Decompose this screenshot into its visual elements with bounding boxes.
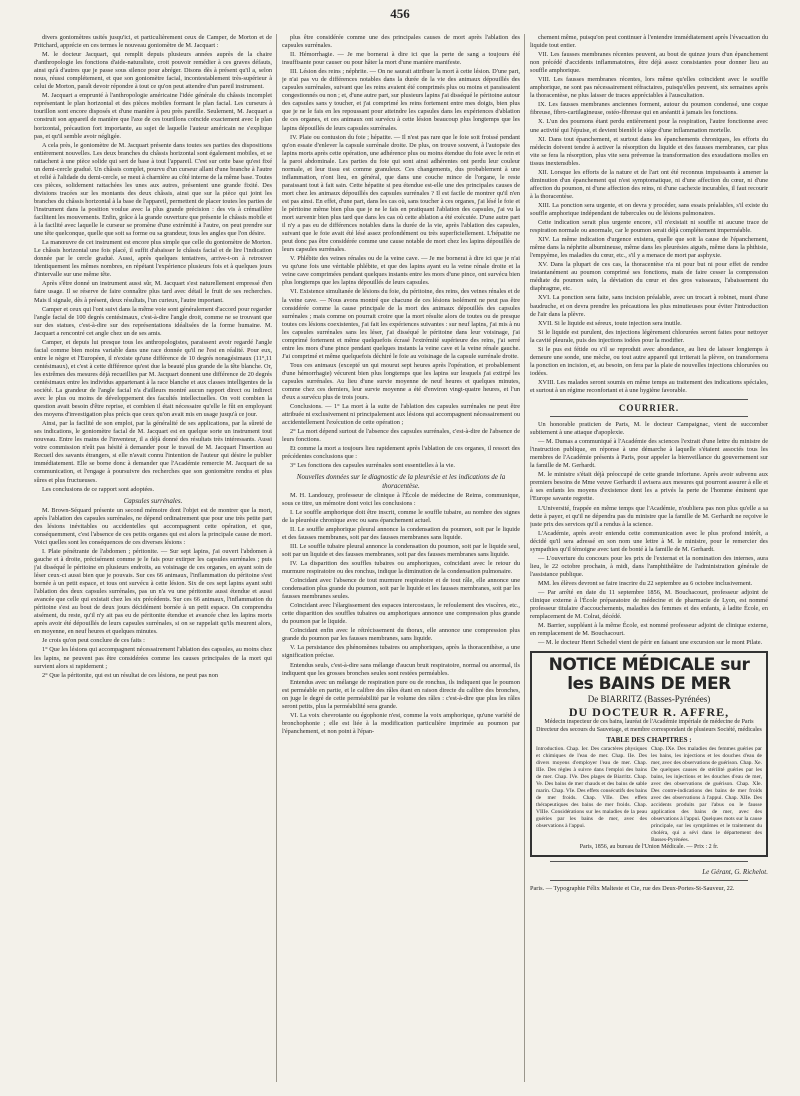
paragraph: XVI. La ponction sera faite, sans incision préalable, avec un trocart à robinet, muni d'une baudruche, et on devra prendre les précautions les plus minutieuses pour éviter l'introduction de l'air dans la plèvre. <box>530 294 768 318</box>
paragraph: Entendus seuls, c'est-à-dire sans mélange d'aucun bruit respiratoire, normal ou anormal, ils indiquent que les grosses bronches seules sont restées perméables. <box>282 661 520 677</box>
paragraph: — L'ouverture du concours pour les prix de l'externat et la nomination des internes, aura lieu, le 22 octobre prochain, à midi, dans l'amphithéâtre de l'administration générale de l'assistance publique. <box>530 554 768 578</box>
ad-price: Paris, 1856, au bureau de l'Union Médicale. — Prix : 2 fr. <box>579 844 719 851</box>
paragraph: M. Jacquart a emprunté à l'anthropologie américaine l'idée générale du châssis incomplet représentant le plan horizontal et des pièces mobiles formant le plan facial. Les curseurs à tourillon sont encore disposés et d'une manière à peu près pareille. Seulement, M. Jacquart a construit son appareil de manière que l'axe de ces tourillons coïncide exactement avec le plan horizontal, précaution fort importante, au sujet de laquelle l'auteur américain ne s'explique pas, et qu'il semble avoir négligée. <box>34 92 272 140</box>
divider <box>550 399 748 400</box>
paragraph: Cette indication serait plus urgente encore, s'il n'existait ni souffle ni aucune trace de respiration normale ou anormale, car le poumon serait déjà complétement imperméable. <box>530 219 768 235</box>
paragraph: Ainsi, par la facilité de son emploi, par la généralité de ses applications, par la sûreté de ses indications, le goniomètre facial de M. Jacquart est en quelque sorte un instrument tout nouveau. Entre les mains de l'inventeur, il a déjà donné des résultats très intéressants. Aussi votre commission n'eût pas hésité à demander pour le travail de M. Jacquart l'insertion au Recueil des savants étrangers, si elle n'avait connu l'intention de l'auteur qui désire le publier immédiatement. Elle se borne donc à demander que l'Académie remercie M. Jacquart de sa communication, et l'engage à poursuivre des recherches que son goniomètre rendra et plus sûres et plus fructueuses. <box>34 420 272 484</box>
paragraph: Et comme la mort a toujours lieu rapidement après l'ablation de ces organes, il ressort des précédentes conclusions que : <box>282 445 520 461</box>
paragraph: 1° Que les lésions qui accompagnent nécessairement l'ablation des capsules, au moins chez les lapins, ne peuvent pas être considérées comme les causes principales de la mort qui survient alors si rapidement ; <box>34 646 272 670</box>
paragraph: XV. Dans la plupart de ces cas, la thoracentèse n'a ni pour but ni pour effet de rendre instantanément au poumon comprimé ses fonctions, mais de faire cesser la compression médiate du poumon sain, la déviation du cœur et des gros vaisseaux, l'abaissement du diaphragme, etc. <box>530 261 768 293</box>
section-title: Capsules surrénales. <box>123 496 183 505</box>
paragraph: VIII. Les fausses membranes récentes, lors même qu'elles coïncident avec le souffle amphorique, ne sont pas nécessairement réfractaires, puisqu'elles peuvent, six semaines après la thoracentèse, ne plus laisser de traces appréciables à l'auscultation. <box>530 76 768 100</box>
paragraph: V. La persistance des phénomènes tubaires ou amphoriques, après la thoracenthèse, a une signification précise. <box>282 644 520 660</box>
paragraph: Les conclusions de ce rapport sont adoptées. <box>42 485 155 493</box>
divider <box>550 880 748 881</box>
paragraph: XVIII. Les malades seront soumis en même temps au traitement des indications spéciales, et surtout à un régime reconfortant et à une hygiène favorable. <box>530 378 768 394</box>
paragraph: M. Brown-Séquard présente un second mémoire dont l'objet est de montrer que la mort, après l'ablation des capsules surrénales, ne dépend ordinairement que pour une très petite part des lésions inévitables ou accidentelles qui accompagnent cette opération, et que, conséquemment, c'est l'absence de ces petits organes qui est alors la principale cause de mort. Voici quelles sont les conséquences de ces diverses lésions : <box>34 506 272 546</box>
ad-toc-left: Introduction. Chap. Ier. Des caractères physiques et chimiques de l'eau de mer. Chap. IIe. Des divers moyens d'employer l'eau de mer. Chap. IIIe. Des règles à suivre dans l'emploi des bains de mer. Chap. IVe. Des plages de Biarritz. Chap. Ve. Des bains de mer chauds et des bains de sable marin. Chap. VIe. Des effets consécutifs des bains de mer froids. Chap. VIIe. Des effets thérapeutiques des bains de mer froids. Chap. VIIIe. Considérations sur les maladies de la peau guéries par les bains de mer, avec des observations à l'appui. <box>536 746 647 830</box>
page-number: 456 <box>390 6 410 21</box>
paragraph: Après s'être donné un instrument aussi sûr, M. Jacquart s'est naturellement empressé d'en faire usage. Il se réserve de faire connaître plus tard avec détail le fruit de ses recherches. Mais il signale, dès à présent, deux résultats, l'un curieux, l'autre important. <box>34 280 272 304</box>
paragraph: — M. le docteur Henri Schedel vient de périr en faisant une excursion sur le mont Pilate. <box>538 639 763 647</box>
paragraph: V. Phlébite des veines rénales ou de la veine cave. — Je me bornerai à dire ici que je n'ai vu qu'une fois une véritable phlébite, et que des lapins ayant eu la veine rénale droite et la veine cave comprimées pendant quelques instants entre les mors d'une pince, ont survécu bien plus longtemps que les lapins dépouillés de leurs capsules. <box>282 255 520 287</box>
paragraph: Tous ces animaux (excepté un qui mourut sept heures après l'opération, et probablement d'une hémorrhagie) vécurent bien plus longtemps que les lapins sur lesquels j'ai extirpé les capsules surrénales. Au lieu d'une survie moyenne de neuf heures et quelques minutes, comme chez ces derniers, leur survie moyenne a été d'environ vingt-quatre heures, et l'un d'eux a survécu plus de trois jours. <box>282 361 520 402</box>
paragraph: La manœuvre de cet instrument est encore plus simple que celle du goniomètre de Morton. Le châssis horizontal une fois placé, il suffit d'abaisser le châssis facial et de lire l'indication donnée par le cercle gradué. Aussi, après quelques tentatives, arrive-t-on à retrouver identiquement les mêmes nombres, en répétant l'expérience plusieurs fois et à quelques jours d'intervalle sur une même tête. <box>34 239 272 279</box>
paragraph: XIII. La ponction sera urgente, et on devra y procéder, sans essais préalables, s'il existe du souffle amphorique indépendant de tubercules ou de lésions pulmonaires. <box>530 201 768 217</box>
ad-toc-right: Chap. IXe. Des maladies des femmes guéries par les bains, les injections et les douches d'eau de mer, avec des observations de guérison. Chap. Xe. De quelques causes de stérilité guéries par les bains, les injections et les douches d'eau de mer, avec des observations de guérison. Chap. XIe. Des contre-indications des bains de mer froids avec des observations à l'appui. Chap. XIIe. Des accidents produits par l'abus ou le fausse application des bains de mer, avec des observations à l'appui. Quelques mots sur la cause principale, sur les symptômes et le traitement du choléra, qui a sévi dans le département des Basses-Pyrénées. <box>651 746 762 844</box>
column-separator <box>276 34 277 1082</box>
paragraph: M. Barrier, suppléant à la même École, est nommé professeur adjoint de clinique externe, en remplacement de M. Bouchacourt. <box>530 622 768 638</box>
paragraph: MM. les élèves devront se faire inscrire du 22 septembre au 6 octobre inclusivement. <box>538 579 753 587</box>
ad-toc <box>536 746 762 844</box>
paragraph: — Par arrêté en date du 11 septembre 1856, M. Bouchacourt, professeur adjoint de clinique externe à l'École préparatoire de médecine et de pharmacie de Lyon, est nommé professeur titulaire d'accouchements, maladies des femmes et des enfants, à ladite École, en remplacement de M. Colrat, décédé. <box>530 589 768 621</box>
paragraph: L'Université, frappée en même temps que l'Académie, n'oubliera pas non plus qu'elle a sa dette à payer, et qu'il ne dépendra pas du ministre que la famille de M. Gerhardt ne reçoive le juste prix des services qu'il a rendus à la science. <box>530 504 768 528</box>
ad-author: DU DOCTEUR R. AFFRE, <box>568 705 730 720</box>
paragraph: L'Académie, après avoir entendu cette communication avec le plus profond intérêt, a décidé qu'il sera adressé en son nom une lettre à M. le ministre, pour le remercier des sympathies qu'il témoigne avec tant de bonté à la famille de M. Gerhardt. <box>530 529 768 553</box>
paragraph: IV. Plaie ou contusion du foie ; hépatite. — Il n'est pas rare que le foie soit froissé pendant qu'on essaie d'enlever la capsule surrénale droite. De plus, on trouve souvent, à l'autopsie des lapins morts après cette opération, une adhérence plus ou moins étendue du foie avec le rein et la paroi abdominale. Les parties du foie qui sont ainsi adhérentes ont perdu leur couleur normale, et leur tissu est comme granuleux. Ces changements, dus probablement à une inflammation, n'ont lieu, en général, que dans une couche mince de l'organe, le reste paraissant tout à fait sain. Cette hépatite si peu étendue est-elle une des principales causes de mort chez les animaux dépouillés des capsules surrénales ? Il est facile de montrer qu'il n'en est pas ainsi. En effet, d'une part, dans les cas où, sans toucher à ces organes, j'ai lésé le foie et le péritoine même bien plus que je ne le fais en pratiquant l'ablation des capsules, j'ai vu la mort survenir bien plus tard que dans les cas où cette ablation a été exécutée. D'une autre part il n'y a pas eu de différences notables dans la durée de la vie, après l'ablation des capsules, suivant que le foie avait été lésé assez profondément ou très superficiellement. L'hépatite ne peut donc pas être considérée comme une cause notable de mort chez les lapins dépouillés de leurs capsules surrénales. <box>282 133 520 254</box>
paragraph: III. Lésion des reins ; néphrite. — On ne saurait attribuer la mort à cette lésion. D'une part, je n'ai pas vu de différences notables dans la durée de la vie des animaux dépouillés des capsules surrénales, suivant que les reins avaient été comprimés plus ou moins et paraissaient congestionnés ou non ; et, d'une autre part, sur plusieurs lapins j'ai disséqué le péritoine autour des capsules sans y toucher, et j'ai comprimé les reins fortement entre mes doigts, bien plus que je ne le fais en les repoussant pour atteindre les capsules dans les expériences d'ablation de ces organes, et ces animaux ont survécu à cette lésion beaucoup plus longtemps que les lapins dépouillés de leurs capsules surrénales. <box>282 68 520 132</box>
column-2 <box>282 34 520 1082</box>
divider <box>550 416 748 417</box>
paragraph: IX. Les fausses membranes anciennes forment, autour du poumon condensé, une coque fibreuse, fibro-cartilagineuse, ostéo-fibreuse qui en anéantit à jamais les fonctions. <box>530 101 768 117</box>
column-1 <box>34 34 272 1082</box>
paragraph: 3° Les fonctions des capsules surrénales sont essentielles à la vie. <box>290 462 455 470</box>
paragraph: Coïncidant avec l'élargissement des espaces intercostaux, le refoulement des viscères, etc., cette disparition des souffles tubaires ou amphoriques annonce une compression plus grande du poumon par le liquide. <box>282 602 520 626</box>
paragraph: Si le liquide est purulent, des injections légèrement chlorurées seront faites pour nettoyer la cavité pleurale, puis des injections iodées pour la modifier. <box>530 328 768 344</box>
paragraph: Un honorable praticien de Paris, M. le docteur Campaignac, vient de succomber subitement à une attaque d'apoplexie. <box>530 421 768 437</box>
paragraph: Coïncidant enfin avec le rétrécissement du thorax, elle annonce une compression plus grande du poumon par les fausses membranes, sans liquide. <box>282 627 520 643</box>
paragraph: XI. Dans tout épanchement, et surtout dans les épanchements chroniques, les efforts du médecin doivent tendre à activer la résorption du liquide et des fausses membranes, car plus vite se fera la résorption, plus vite sera prévenue la transformation des exsudations molles en tissus inextensibles. <box>530 135 768 167</box>
paragraph: II. Hémorrhagie. — Je me bornerai à dire ici que la perte de sang a toujours été insuffisante pour causer ou pour hâter la mort d'une manière manifeste. <box>282 51 520 67</box>
paragraph: I. Le souffle amphorique doit être inscrit, comme le souffle tubaire, au nombre des signes de la pleurésie chronique avec ou sans épanchement actuel. <box>282 508 520 524</box>
paragraph: VII. Les fausses membranes récentes peuvent, au bout de quinze jours d'un épanchement non précédé d'accidents inflammatoires, être déjà assez consistantes pour donner lieu au souffle amphorique. <box>530 51 768 75</box>
paragraph: — M. Dumas a communiqué à l'Académie des sciences l'extrait d'une lettre du ministre de l'instruction publique, en réponse à une démarche à laquelle s'étaient associés tous les membres de l'Académie présents à Paris, pour appeler la bienveillance du gouvernement sur la famille de M. Gerhardt. <box>530 438 768 470</box>
paragraph: X. L'un des poumons étant perdu entièrement pour la respiration, l'autre fonctionne avec une activité qui l'épuise, et devient bientôt le siége d'une inflammation mortelle. <box>530 118 768 134</box>
column-separator <box>524 34 525 1082</box>
paragraph: VI. La voix chevrotante ou égophonie n'est, comme la voix amphorique, qu'une variété de bronchophonie ; elle est liée à la modification particulière imprimée au poumon par l'épanchement, et non point à l'épan- <box>282 711 520 735</box>
paragraph: II. Le souffle amphorique pleural annonce la condensation du poumon, soit par le liquide et des fausses membranes, soit par des fausses membranes sans liquide. <box>282 525 520 541</box>
column-3 <box>530 34 768 1082</box>
paragraph: M. le ministre s'était déjà préoccupé de cette grande infortune. Après avoir subvenu aux premiers besoins de Mme veuve Gerhardt il avisera aux mesures qui pourront assurer à elle et à ses enfants les moyens d'existence dont les a privés la perte de l'homme éminent que l'Europe savante regrette. <box>530 471 768 503</box>
paragraph: XIV. La même indication d'urgence existera, quelle que soit la cause de l'épanchement, même dans la néphrite albumineuse, même dans les pleurésies aiguës, même dans la phthisie, l'empyème, les maladies du cœur, etc., s'il y a menace de mort par asphyxie. <box>530 236 768 260</box>
paragraph: Camper, et depuis lui presque tous les anthropologistes, paraissent avoir regardé l'angle facial comme bien moins variable dans une race donnée qu'il ne l'est en réalité. Pour eux, entre le nègre et l'Européen, il n'existe qu'une différence de 10 degrés nonagésimaux (11°,11 centésimaux), et c'est à cette différence qu'est due la beauté plus grande de la tête blanche. Or, les extrêmes des mesures déjà recueillies par M. Jacquart donnent une différence de 20 degrés centésimaux entre les individus appartenant à la race blanche et aux classes intelligentes de la société. La grandeur de l'angle facial n'a d'ailleurs montré aucun rapport direct ou indirect avec le plus ou moins de développement des facultés intellectuelles. On voit combien la question avait besoin d'être reprise, et combien il était nécessaire qu'elle le fût en employant des moyens d'investigation plus précis que ceux qu'on avait mis en usage jusqu'à ce jour. <box>34 338 272 419</box>
paragraph: XVII. Si le liquide est séreux, toute injection sera inutile. <box>538 319 682 327</box>
printer-footer: Paris. — Typographie Félix Malteste et Cie, rue des Deux-Portes-St-Sauveur, 22. <box>530 884 735 892</box>
paragraph: M. H. Landouzy, professeur de clinique à l'École de médecine de Reims, communique, sous ce titre, un mémoire dont voici les conclusions : <box>282 491 520 507</box>
paragraph: 2° Que la péritonite, qui est un résultat de ces lésions, ne peut pas non <box>42 671 218 679</box>
paragraph: plus être considérée comme une des principales causes de mort après l'ablation des capsules surrénales. <box>282 34 520 50</box>
ad-title: NOTICE MÉDICALE sur les BAINS DE MER <box>548 655 750 695</box>
paragraph: divers goniomètres usités jusqu'ici, et particulièrement ceux de Camper, de Morton et de Pritchard, apprécie en ces termes le nouveau goniomètre de M. Jacquart : <box>34 34 272 50</box>
paragraph: M. le docteur Jacquart, qui remplit depuis plusieurs années auprès de la chaire d'anthropologie les fonctions d'aide-naturaliste, croit pouvoir remédier à ces graves défauts, ainsi qu'à d'autres que je passe sous silence pour abréger. Disons dès à présent qu'il a, selon nous, réussi complétement, et que son goniomètre facial, incontestablement très-supérieur à celui de Morton, paraît devoir répondre à tout ce qu'on peut attendre d'un pareil instrument. <box>34 51 272 91</box>
paragraph: VI. Existence simultanée de lésions du foie, du péritoine, des reins, des veines rénales et de la veine cave. — Nous avons montré que chacune de ces lésions isolément ne peut pas être considérée comme la cause principale de la mort des animaux dépouillés des capsules surrénales ; mais comme on pourrait croire que la mort résulte alors de toutes ou de presque toutes ces lésions coexistentes, j'ai fait les expériences suivantes : sur neuf lapins, j'ai mis à nu les capsules surrénales sans les léser, j'ai disséqué le péritoine dans leur voisinage, j'ai comprimé fortement et même quelquefois écrasé l'extrémité supérieure des reins, j'ai serré entre les mors d'une pince pendant quelques instants la veine cave et la veine rénale gauche. J'ai comprimé et même quelquefois déchiré le foie au voisinage de la capsule surrénale droite. <box>282 288 520 360</box>
paragraph: Je crois qu'on peut conclure de ces faits : <box>42 637 145 645</box>
section-title: Nouvelles données sur le diagnostic de la pleurésie et les indications de la thoracentèse. <box>296 473 506 490</box>
paragraph: Conclusions. — 1° La mort à la suite de l'ablation des capsules surrénales ne peut être attribuée ni exclusivement ni principalement aux lésions qui accompagnent nécessairement ou accidentellement l'exécution de cette opération ; <box>282 403 520 427</box>
advertisement <box>530 651 768 857</box>
signature: Le Gérant, G. Richelot. <box>702 867 768 876</box>
paragraph: I. Plaie pénétrante de l'abdomen ; péritonite. — Sur sept lapins, j'ai ouvert l'abdomen à gauche et à droite, précisément comme je le fais pour extirper les capsules surrénales ; puis j'ai disséqué le péritoine en plusieurs endroits, au voisinage de ces organes, en ayant soin de léser ceux-ci aussi bien que je pouvais. Sur ces 66 animaux, l'inflammation du péritoine s'est bornée à un petit espace, et tous ont survécu à cette lésion. Six de ces sept lapins ayant subi l'ablation des deux capsules surrénales, pas un n'a vu une péritonite aussi étendue et aussi avancée que celle qui existait chez les six précédents. Sur ces 66 animaux, l'inflammation du péritoine s'est au bout de deux jours décidément bornée à un petit espace. On comprendra aisément, du reste, qu'il n'y ait pas eu de péritonite étendue et avancée chez les lapins morts après avoir été dépouillés de leurs capsules surrénales, si on se rappelait qu'ils meurent alors, en moyenne, en neuf heures et quelques minutes. <box>34 547 272 636</box>
paragraph: XII. Lorsque les efforts de la nature et de l'art ont été reconnus impuissants à amener la diminution d'un épanchement qui n'est symptomatique, ni d'une affection du cœur, ni d'une affection du poumon, ni d'une affection des reins, ni d'une cachexie incurables, il faut recourir à la thoracentèse. <box>530 168 768 200</box>
divider <box>550 861 748 862</box>
paragraph: 2° La mort dépend surtout de l'absence des capsules surrénales, c'est-à-dire de l'absence de leurs fonctions. <box>282 428 520 444</box>
paragraph: chement même, puisqu'on peut continuer à l'entendre immédiatement après l'évacuation du liquide tout entier. <box>530 34 768 50</box>
paragraph: Camper et ceux qui l'ont suivi dans la même voie sont généralement d'accord pour regarder l'angle facial de 100 degrés centésimaux, c'est-à-dire l'angle droit, comme ne se trouvant que sur des statues, c'est-à-dire sur des représentations idéalisées de la forme humaine. M. Jacquart a rencontré cet angle chez un de ses amis. <box>34 305 272 337</box>
paragraph: Si le pus est fétide ou s'il se reproduit avec abondance, au lieu de laisser longtemps à demeure une sonde, une mèche, ou tout autre appareil qui irriterait la plèvre, on transformera la ponction en incision, et, au besoin, on fera par la plaie de nouvelles injections chlorurées ou iodées. <box>530 345 768 377</box>
paragraph: IV. La disparition des souffles tubaires ou amphoriques, coïncidant avec le retour du murmure respiratoire ou des ronchus, indique la diminution de la condensation pulmonaire. <box>282 559 520 575</box>
ad-description: Médecin inspecteur de ces bains, lauréat de l'Académie impériale de médecine de Paris Directeur des secours du Sauvetage, et membre correspondant de plusieurs Société, médicales <box>536 719 762 733</box>
ad-toc-heading: TABLE DES CHAPITRES : <box>606 736 692 745</box>
paragraph: III. Le souffle tubaire pleural annonce la condensation du poumon, soit par le liquide seul, soit par un liquide et des fausses membranes, soit par des fausses membranes sans liquide. <box>282 542 520 558</box>
ad-subtitle: De BIARRITZ (Basses-Pyrénées) <box>587 694 711 705</box>
paragraph: Coïncidant avec l'absence de tout murmure respiratoire et de tout râle, elle annonce une condensation plus grande du poumon, soit par le liquide et les fausses membranes, soit par les fausses membranes seules. <box>282 577 520 601</box>
paragraph: Entendus avec un mélange de respiration pure ou de ronchus, ils indiquent que le poumon est perméable en partie, et le calibre des râles étant en raison directe du calibre des bronches, on juge le degré de cette perméabilité par le volume des râles : c'est-à-dire que plus les râles seront petits, plus la perméabilité sera grande. <box>282 678 520 710</box>
paragraph: A cela près, le goniomètre de M. Jacquart présente dans toutes ses parties des dispositions entièrement nouvelles. Les deux branches du châssis horizontal sont également mobiles, et se rattachent à une pièce solide qui sert de base à tout l'appareil. C'est sur cette base qu'est fixé un demi-cercle gradué. Un châssis complet, pourvu d'un curseur allant d'une branche à l'autre et relié à l'alidade du demi-cercle, se meut à charnière au côté interne de la même base. Toutes ces pièces, solidement rattachées les unes aux autres, présentent une grande fixité. Des divisions tracées sur les montants des deux châssis, ainsi que sur la pièce qui joint les branches du châssis horizontal à la base de l'appareil, permettent de placer toutes les parties de l'instrument dans la position voulue avec la plus grande précision : des vis à crémaillère facilitent les mouvements. Enfin, grâce à la grande ouverture que présente le châssis mobile et à la facilité avec laquelle le curseur se promène d'une extrémité à l'autre, on peut prendre sur une tête quelconque, quelle que soit sa forme ou sa grandeur, tous les angles que l'on désire. <box>34 141 272 238</box>
courrier-heading: COURRIER. <box>618 403 680 414</box>
